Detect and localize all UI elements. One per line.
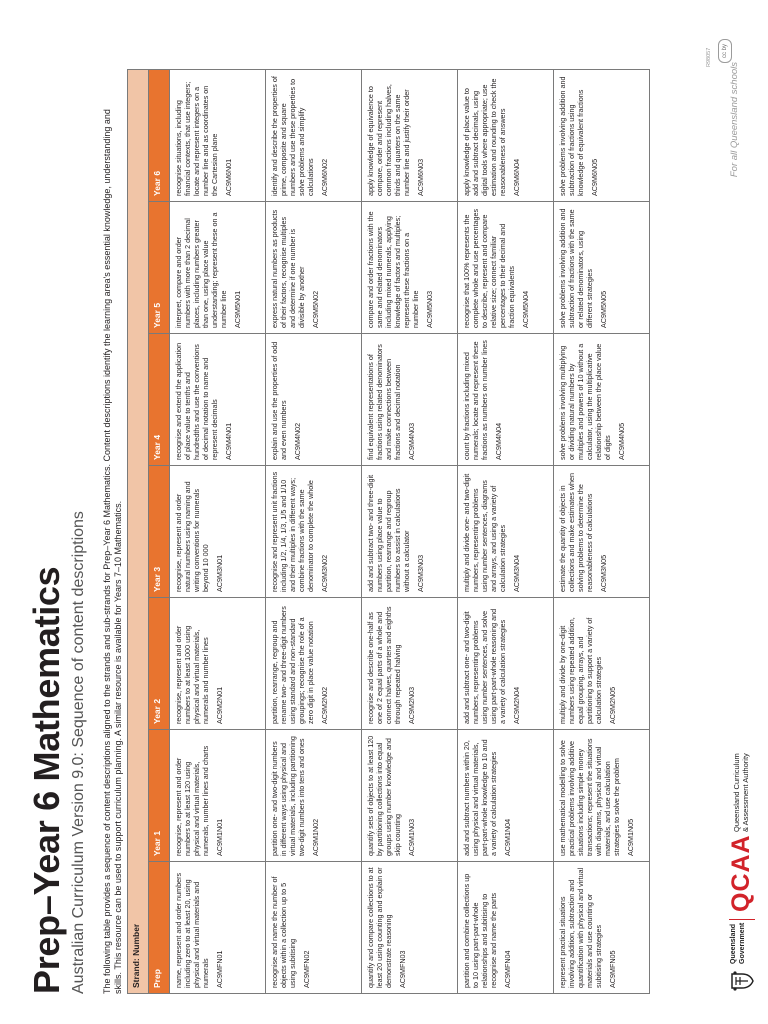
content-description-cell bbox=[362, 69, 458, 201]
content-description-cell bbox=[170, 334, 266, 466]
description-code: AC9M5N02 bbox=[311, 290, 320, 328]
year-header-row bbox=[149, 69, 170, 993]
creative-commons-icon: cc by bbox=[718, 39, 732, 63]
document-code: R98057 bbox=[706, 47, 712, 67]
description-text: count by fractions including mixed numerals; locate and represent these fractions as numbers on number lines bbox=[462, 340, 489, 460]
content-description-cell bbox=[170, 69, 266, 201]
content-description-cell bbox=[554, 466, 650, 598]
table-row bbox=[362, 69, 458, 993]
qcaa-logo: QCAA bbox=[727, 834, 755, 912]
description-text: recognise situations, including financial contexts, that use integers; locate and represent integers on a number line and as coordinates on the Cartesian plane bbox=[174, 81, 219, 196]
description-text: identify and describe the properties of prime, composite and square numbers and use these properties to solve problems and simplify calculations bbox=[270, 76, 315, 196]
description-code: AC9MFN02 bbox=[302, 950, 311, 988]
tagline: For all Queensland schools bbox=[729, 62, 740, 178]
description-text: explain and use the properties of odd and even numbers bbox=[270, 341, 288, 460]
description-code: AC9M4N04 bbox=[494, 422, 503, 460]
intro-paragraph: The following table provides a sequence of content descriptions aligned to the strands and sub-strands for Prep–Year 6 Mathematics. Content descriptions identify the learning area's essential knowledge, understanding and skills. This resource can be used to support curriculum planning. A similar resource is available for Years 7–10 Mathematics. bbox=[102, 109, 123, 994]
queensland-crest-icon bbox=[729, 970, 755, 992]
description-code: AC9M2N01 bbox=[215, 686, 224, 724]
description-text: represent practical situations involving addition, subtraction and quantification with physical and virtual materials and use counting or subitising strategies bbox=[558, 867, 603, 988]
description-code: AC9M3N02 bbox=[320, 554, 329, 592]
content-description-cell bbox=[362, 466, 458, 598]
qld-line-2: Government bbox=[738, 922, 746, 964]
content-description-cell bbox=[458, 730, 554, 862]
org-line-1: Queensland Curriculum bbox=[732, 753, 741, 832]
description-text: solve problems involving multiplying or dividing natural numbers by multiples and powers of 10 without a calculator, using the multiplicative relationship between the place value of digits bbox=[558, 343, 612, 460]
description-text: apply knowledge of equivalence to compare, order and represent common fractions including halves, thirds and quarters on the same number line and justify their order bbox=[366, 84, 411, 196]
description-text: apply knowledge of place value to add and subtract decimals, using digital tools where appropriate; use estimation and rounding to check the reasonableness of answers bbox=[462, 78, 507, 196]
content-descriptions-table bbox=[127, 69, 650, 994]
strand-header-row bbox=[128, 69, 149, 993]
description-code: AC9M5N03 bbox=[425, 290, 434, 328]
description-code: AC9M1N04 bbox=[503, 818, 512, 856]
description-text: recognise and describe one-half as one of 2 equal parts of a whole and connect halves, quarters and eighths through repeated halving bbox=[366, 606, 402, 724]
description-text: interpret, compare and order numbers with more than 2 decimal places, including numbers greater than one, using place value understanding; represent these on a number line bbox=[174, 212, 228, 328]
description-code: AC9M4N02 bbox=[293, 422, 302, 460]
content-description-cell bbox=[554, 334, 650, 466]
description-text: multiply and divide by one-digit numbers using repeated addition, equal grouping, arrays, and partitioning to support a variety of calculation strategies bbox=[558, 617, 603, 724]
year-header: Year 2 bbox=[149, 598, 170, 730]
content-description-cell bbox=[266, 862, 362, 994]
description-text: quantify and compare collections to at least 20 using counting and explain or demonstrate reasoning bbox=[366, 867, 393, 988]
description-code: AC9M2N03 bbox=[407, 686, 416, 724]
qld-line-1: Queensland bbox=[730, 923, 737, 964]
description-code: AC9MFN01 bbox=[215, 950, 224, 988]
description-text: name, represent and order numbers including zero to at least 20, using physical and virtual materials and numerals bbox=[174, 872, 210, 988]
description-text: recognise, represent and order numbers to at least 120 using physical and virtual materials, numerals, number lines and charts bbox=[174, 745, 210, 856]
queensland-government-wordmark bbox=[730, 923, 747, 964]
content-description-cell bbox=[266, 202, 362, 334]
description-text: solve problems involving addition and subtraction of fractions using knowledge of equivalent fractions bbox=[558, 76, 585, 196]
description-text: find equivalent representations of fractions using related denominators and make connections between fractions and decimal notation bbox=[366, 344, 402, 460]
content-description-cell bbox=[362, 862, 458, 994]
description-text: solve problems involving addition and subtraction of fractions with the same or related denominators, using different strategies bbox=[558, 208, 594, 328]
description-code: AC9M6N05 bbox=[590, 158, 599, 196]
description-text: add and subtract numbers within 20, using physical and virtual materials, part-part-whole knowledge to 10 and a variety of calculation strategies bbox=[462, 739, 498, 856]
description-code: AC9M6N03 bbox=[416, 158, 425, 196]
description-code: AC9M4N03 bbox=[407, 422, 416, 460]
description-code: AC9M2N05 bbox=[608, 686, 617, 724]
content-description-cell bbox=[266, 334, 362, 466]
description-code: AC9M2N04 bbox=[512, 686, 521, 724]
description-code: AC9M1N01 bbox=[215, 818, 224, 856]
description-text: partition, rearrange, regroup and rename two- and three-digit numbers using standard and non-standard groupings; recognise the role of a zero digit in place value notation bbox=[270, 606, 315, 724]
description-text: add and subtract two- and three-digit numbers using place value to partition, rearrange and regroup numbers to assist in calculations without a calculator bbox=[366, 474, 411, 592]
year-header: Year 3 bbox=[149, 466, 170, 598]
description-text: recognise, represent and order natural numbers using naming and writing conventions for numerals beyond 10 000 bbox=[174, 481, 210, 592]
description-code: AC9M5N05 bbox=[599, 290, 608, 328]
description-code: AC9M6N01 bbox=[224, 158, 233, 196]
description-code: AC9M1N03 bbox=[407, 818, 416, 856]
description-code: AC9M5N04 bbox=[521, 290, 530, 328]
description-text: compare and order fractions with the same and related denominators including mixed numerals, applying knowledge of factors and multiples; represent these fractions on a number line bbox=[366, 211, 420, 328]
content-description-cell bbox=[458, 466, 554, 598]
description-text: quantify sets of objects to at least 120 by partitioning collections into equal groups using number knowledge and skip counting bbox=[366, 735, 402, 856]
description-code: AC9MFN05 bbox=[608, 950, 617, 988]
content-description-cell bbox=[458, 598, 554, 730]
year-header: Year 1 bbox=[149, 730, 170, 862]
description-code: AC9M2N02 bbox=[320, 686, 329, 724]
description-code: AC9M3N01 bbox=[215, 554, 224, 592]
table-row bbox=[458, 69, 554, 993]
year-header: Prep bbox=[149, 862, 170, 994]
content-description-cell bbox=[170, 466, 266, 598]
description-code: AC9M3N03 bbox=[416, 554, 425, 592]
content-description-cell bbox=[458, 202, 554, 334]
table-row bbox=[554, 69, 650, 993]
qcaa-full-name bbox=[732, 753, 750, 832]
logo-divider bbox=[729, 919, 755, 920]
description-text: recognise and extend the application of place value to tenths and hundredths and use the conventions of decimal notation to name and represent decimals bbox=[174, 342, 219, 460]
content-description-cell bbox=[458, 862, 554, 994]
description-code: AC9M4N05 bbox=[617, 422, 626, 460]
description-code: AC9M6N04 bbox=[512, 158, 521, 196]
content-description-cell bbox=[362, 202, 458, 334]
description-text: recognise and name the number of objects within a collection up to 5 using subitising bbox=[270, 876, 297, 988]
content-description-cell bbox=[362, 730, 458, 862]
content-description-cell bbox=[362, 598, 458, 730]
content-description-cell bbox=[170, 862, 266, 994]
content-description-cell bbox=[266, 466, 362, 598]
description-code: AC9M3N05 bbox=[599, 554, 608, 592]
description-code: AC9MFN04 bbox=[503, 950, 512, 988]
content-description-cell bbox=[170, 598, 266, 730]
content-description-cell bbox=[170, 202, 266, 334]
content-description-cell bbox=[170, 730, 266, 862]
footer-logos bbox=[727, 592, 757, 992]
content-description-cell bbox=[554, 730, 650, 862]
content-description-cell bbox=[458, 69, 554, 201]
description-code: AC9M1N05 bbox=[626, 818, 635, 856]
strand-label: Strand: Number bbox=[128, 69, 149, 993]
year-header: Year 4 bbox=[149, 334, 170, 466]
description-code: AC9MFN03 bbox=[398, 950, 407, 988]
table-body bbox=[170, 69, 650, 993]
description-code: AC9M4N01 bbox=[224, 422, 233, 460]
description-code: AC9M3N04 bbox=[512, 554, 521, 592]
description-text: partition one- and two-digit numbers in different ways using physical and virtual materials, including partitioning two-digit numbers into tens and ones bbox=[270, 736, 306, 856]
description-text: add and subtract one- and two-digit numbers, representing problems using number sentences, and solve using part-part-whole reasoning and a variety of calculation strategies bbox=[462, 608, 507, 724]
description-text: recognise and represent unit fractions including 1/2, 1/4, 1/3, 1/5 and 1/10 and their multiples in different ways; combine fractions with the same denominator to complete the whole bbox=[270, 471, 315, 592]
description-text: multiply and divide one- and two-digit numbers, representing problems using number sentences, diagrams and arrays, and using a variety of calculation strategies bbox=[462, 473, 507, 592]
description-text: express natural numbers as products of their factors, recognise multiples and determine if one number is divisible by another bbox=[270, 209, 306, 328]
description-text: estimate the quantity of objects in collections and make estimates when solving problems to determine the reasonableness of calculations bbox=[558, 472, 594, 592]
description-text: recognise that 100% represents the complete whole and use percentages to describe, represent and compare relative size; connect familiar percentages to their decimal and fraction equivalents bbox=[462, 208, 516, 328]
content-description-cell bbox=[266, 598, 362, 730]
content-description-cell bbox=[554, 862, 650, 994]
content-description-cell bbox=[458, 334, 554, 466]
year-header: Year 5 bbox=[149, 202, 170, 334]
content-description-cell bbox=[266, 69, 362, 201]
content-description-cell bbox=[362, 334, 458, 466]
year-header: Year 6 bbox=[149, 69, 170, 201]
description-code: AC9M1N02 bbox=[311, 818, 320, 856]
page-title: Prep–Year 6 Mathematics bbox=[26, 566, 67, 994]
description-code: AC9M6N02 bbox=[320, 158, 329, 196]
description-text: recognise, represent and order numbers to at least 1000 using physical and virtual materials, numerals and number lines bbox=[174, 625, 210, 724]
content-description-cell bbox=[554, 202, 650, 334]
content-description-cell bbox=[554, 598, 650, 730]
table-row bbox=[266, 69, 362, 993]
description-text: use mathematical modelling to solve practical problems involving additive situations including simple money transactions; represent the situations with diagrams, physical and virtual materials, and use calculation strategies to solve the problem bbox=[558, 738, 621, 856]
table-row bbox=[170, 69, 266, 993]
org-line-2: & Assessment Authority bbox=[741, 753, 750, 832]
page-subtitle: Australian Curriculum Version 9.0: Sequence of content descriptions bbox=[70, 511, 87, 994]
description-code: AC9M5N01 bbox=[233, 290, 242, 328]
description-text: partition and combine collections up to 10 using part-part-whole relationships and subitising to recognise and name the parts bbox=[462, 873, 498, 988]
content-description-cell bbox=[266, 730, 362, 862]
content-description-cell bbox=[554, 69, 650, 201]
